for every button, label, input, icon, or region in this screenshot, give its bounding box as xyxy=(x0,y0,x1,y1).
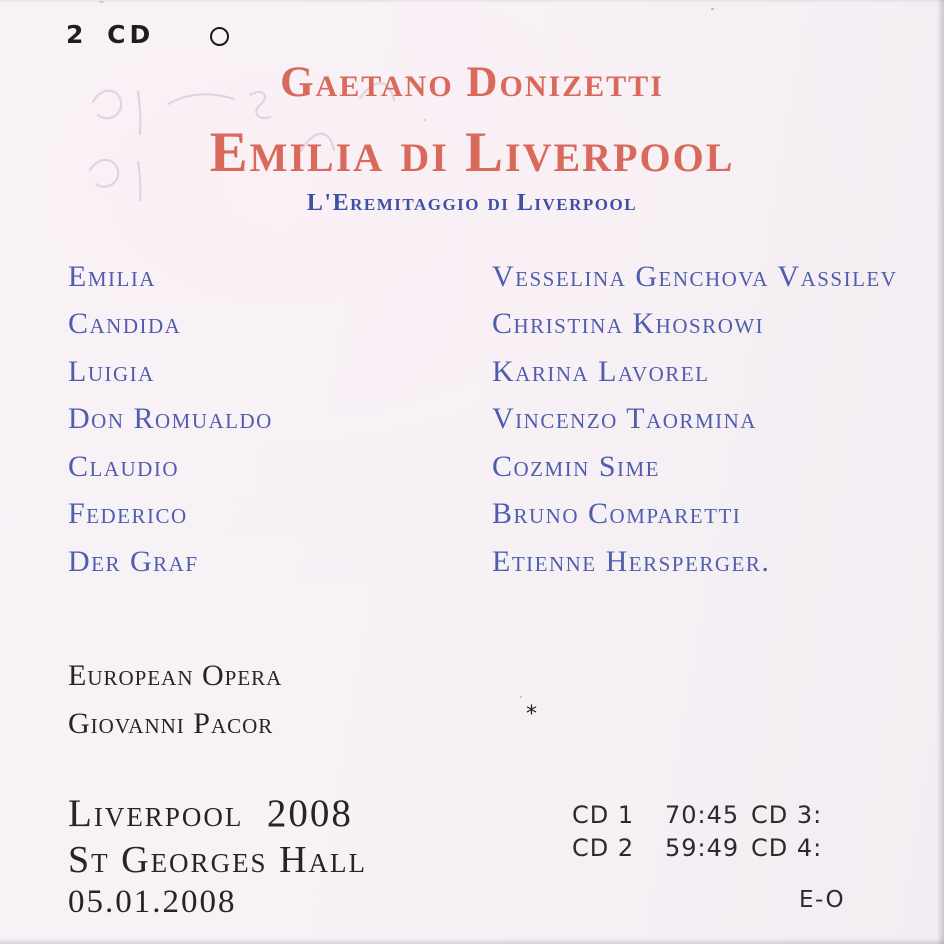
disc-timing-row xyxy=(572,798,822,831)
disc-count-badge: 2 CD xyxy=(66,20,155,49)
circle-stamp-icon xyxy=(210,27,229,46)
scan-speck xyxy=(711,8,714,10)
cast-row xyxy=(68,443,944,491)
ensemble-name: European Opera xyxy=(68,659,283,692)
venue-hall: St Georges Hall xyxy=(68,839,368,881)
cast-row xyxy=(68,538,944,586)
cast-performer: Karina Lavorel xyxy=(492,354,710,388)
disc-label: CD 1 xyxy=(572,800,635,829)
catalog-code: E-O xyxy=(799,887,846,913)
disc-label: CD 2 xyxy=(572,833,635,862)
scan-edge-top xyxy=(0,0,944,3)
disc-label-next: CD 4: xyxy=(751,833,823,862)
cast-role: Candida xyxy=(68,307,182,341)
cast-performer: Etienne Hersperger. xyxy=(492,544,771,578)
scan-edge-bottom xyxy=(0,938,944,944)
cast-performer: Christina Khosrowi xyxy=(492,307,765,341)
cast-role: Don Romualdo xyxy=(68,402,273,436)
cast-performer: Bruno Comparetti xyxy=(492,497,742,531)
cast-role: Luigia xyxy=(68,354,155,388)
scan-edge-right xyxy=(937,0,944,944)
conductor-name: Giovanni Pacor xyxy=(68,707,274,740)
composer-title: Gaetano Donizetti xyxy=(280,59,664,106)
cast-performer: Vesselina Genchova Vassilev xyxy=(492,259,898,293)
cast-role: Der Graf xyxy=(68,544,199,578)
opera-subtitle: L'Eremitaggio di Liverpool xyxy=(306,190,638,216)
disc-timing-row xyxy=(572,831,822,864)
venue-city-year: Liverpool 2008 xyxy=(68,792,353,835)
cast-row xyxy=(68,348,944,396)
scan-speck xyxy=(520,696,522,698)
cast-row xyxy=(68,301,944,349)
cast-row xyxy=(68,396,944,444)
cast-row xyxy=(68,491,944,539)
cast-list xyxy=(68,253,944,586)
cast-role: Claudio xyxy=(68,449,179,483)
disc-timing-table xyxy=(572,798,822,864)
footnote-asterisk: * xyxy=(526,702,537,727)
recording-date: 05.01.2008 xyxy=(68,884,237,920)
disc-duration: 70:45 xyxy=(665,800,740,829)
cast-performer: Cozmin Sime xyxy=(492,449,661,483)
cast-performer: Vincenzo Taormina xyxy=(492,402,757,436)
opera-title: Emilia di Liverpool xyxy=(209,121,735,184)
cast-role: Emilia xyxy=(68,259,156,293)
cast-role: Federico xyxy=(68,497,188,531)
cast-row xyxy=(68,253,944,301)
disc-label-next: CD 3: xyxy=(751,800,823,829)
disc-duration: 59:49 xyxy=(665,833,740,862)
